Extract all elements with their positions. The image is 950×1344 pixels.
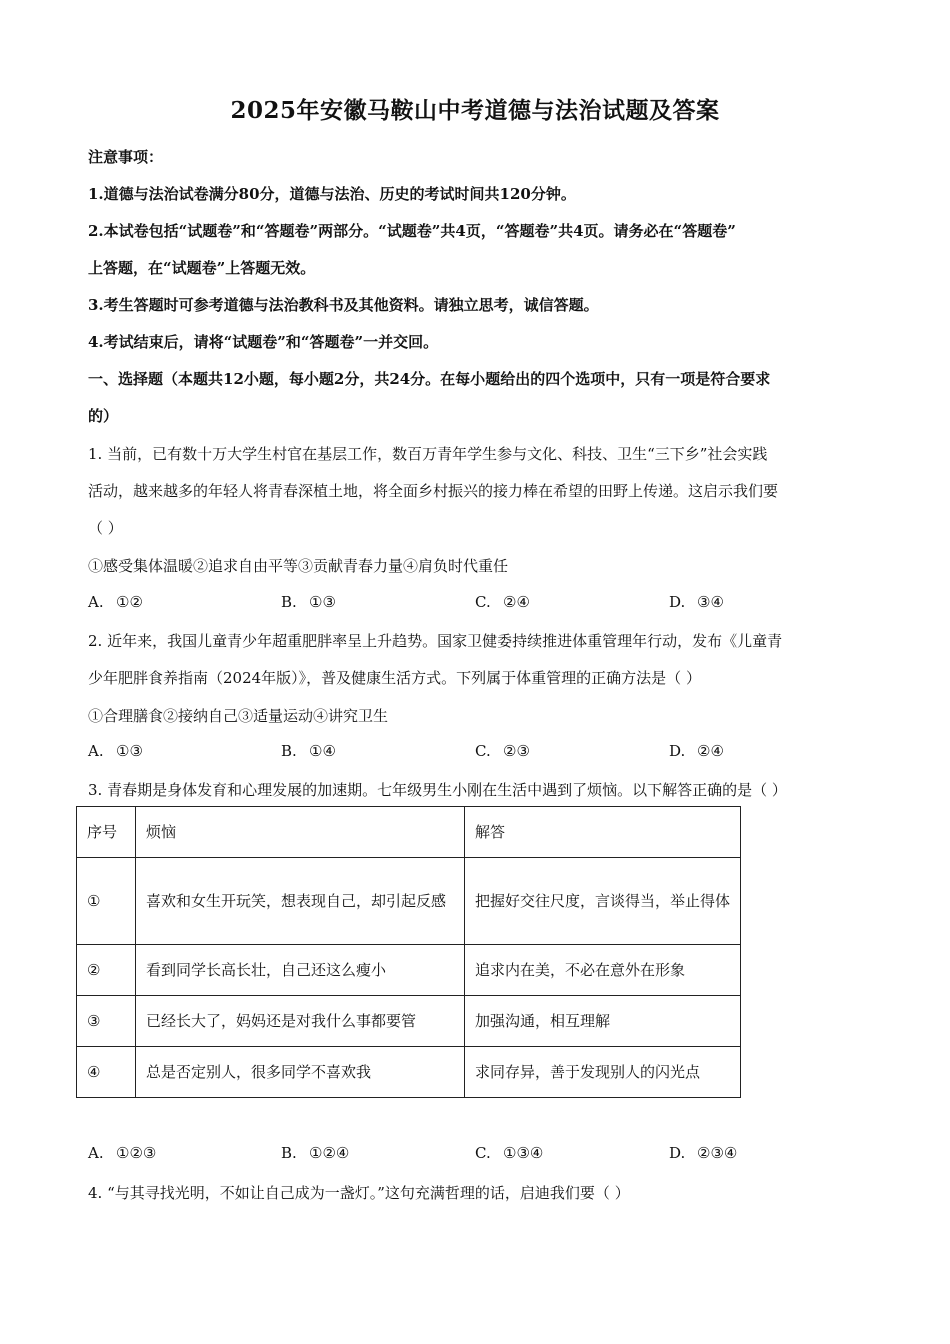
option-text: ①④ [309, 742, 336, 760]
q3-table [76, 806, 741, 1098]
q1-stem-line: 1. 当前，已有数十万大学生村官在基层工作，数百万青年学生参与文化、科技、卫生“三下乡”社会实践 [88, 445, 768, 463]
option-key: C. [475, 742, 491, 760]
section-heading-cont: 的） [88, 407, 119, 425]
row-trouble: 总是否定别人，很多同学不喜欢我 [136, 1047, 465, 1098]
option-key: A. [88, 1144, 104, 1162]
q2-option-d[interactable] [669, 742, 724, 760]
q2-statements: ①合理膳食②接纳自己③适量运动④讲究卫生 [88, 707, 389, 725]
q3-option-b[interactable] [281, 1144, 349, 1162]
option-text: ①③ [309, 593, 336, 611]
table-row [77, 858, 741, 945]
q2-option-b[interactable] [281, 742, 336, 760]
q2-option-c[interactable] [475, 742, 530, 760]
row-answer: 把握好交往尺度，言谈得当，举止得体 [465, 858, 741, 945]
q2-option-a[interactable] [88, 742, 143, 760]
option-text: ②④ [503, 593, 530, 611]
option-text: ②③ [503, 742, 530, 760]
option-key: D. [669, 593, 686, 611]
q1-statements: ①感受集体温暖②追求自由平等③贡献青春力量④肩负时代重任 [88, 557, 509, 575]
option-text: ③④ [697, 593, 724, 611]
table-row [77, 996, 741, 1047]
option-key: A. [88, 593, 104, 611]
row-answer: 求同存异，善于发现别人的闪光点 [465, 1047, 741, 1098]
q1-option-a[interactable] [88, 593, 143, 611]
notice-item: 3.考生答题时可参考道德与法治教科书及其他资料。请独立思考，诚信答题。 [88, 296, 599, 314]
q1-option-d[interactable] [669, 593, 724, 611]
notice-item: 1.道德与法治试卷满分80分，道德与法治、历史的考试时间共120分钟。 [88, 185, 576, 203]
q1-stem-line: 活动，越来越多的年轻人将青春深植土地，将全面乡村振兴的接力棒在希望的田野上传递。这启示我们要 [88, 482, 779, 500]
row-trouble: 已经长大了，妈妈还是对我什么事都要管 [136, 996, 465, 1047]
option-text: ①② [116, 593, 143, 611]
option-text: ①③④ [503, 1144, 544, 1162]
notice-item: 上答题，在“试题卷”上答题无效。 [88, 259, 316, 277]
option-key: B. [281, 742, 297, 760]
table-row [77, 945, 741, 996]
table-row [77, 1047, 741, 1098]
option-key: B. [281, 593, 297, 611]
q1-stem-line: （ ） [88, 519, 123, 537]
option-key: B. [281, 1144, 297, 1162]
q1-option-b[interactable] [281, 593, 336, 611]
q4-stem-line: 4. “与其寻找光明，不如让自己成为一盏灯。”这句充满哲理的话，启迪我们要（ ） [88, 1184, 630, 1202]
row-number: ③ [77, 996, 136, 1047]
table-header-cell: 烦恼 [136, 807, 465, 858]
row-number: ④ [77, 1047, 136, 1098]
option-text: ①②③ [116, 1144, 157, 1162]
notice-heading: 注意事项： [88, 148, 164, 166]
q2-stem-line: 2. 近年来，我国儿童青少年超重肥胖率呈上升趋势。国家卫健委持续推进体重管理年行动，发布《儿童青 [88, 632, 783, 650]
option-text: ②④ [697, 742, 724, 760]
q2-stem-line: 少年肥胖食养指南（2024年版）》，普及健康生活方式。下列属于体重管理的正确方法是（ ） [88, 669, 701, 687]
row-answer: 追求内在美，不必在意外在形象 [465, 945, 741, 996]
q3-option-d[interactable] [669, 1144, 737, 1162]
q1-option-c[interactable] [475, 593, 530, 611]
table-header-row [77, 807, 741, 858]
notice-item: 2.本试卷包括“试题卷”和“答题卷”两部分。“试题卷”共4页，“答题卷”共4页。请务必在“答题卷” [88, 222, 736, 240]
q3-option-c[interactable] [475, 1144, 543, 1162]
page-title: 2025年安徽马鞍山中考道德与法治试题及答案 [230, 97, 720, 124]
row-trouble: 看到同学长高长壮，自己还这么瘦小 [136, 945, 465, 996]
option-key: C. [475, 1144, 491, 1162]
option-text: ①③ [116, 742, 143, 760]
row-trouble: 喜欢和女生开玩笑，想表现自己，却引起反感 [136, 858, 465, 945]
q3-stem-line: 3. 青春期是身体发育和心理发展的加速期。七年级男生小刚在生活中遇到了烦恼。以下解答正确的是（ ） [88, 781, 787, 799]
option-text: ②③④ [697, 1144, 738, 1162]
table-header-cell: 序号 [77, 807, 136, 858]
option-key: C. [475, 593, 491, 611]
row-number: ① [77, 858, 136, 945]
q3-option-a[interactable] [88, 1144, 156, 1162]
section-heading: 一、选择题（本题共12小题，每小题2分，共24分。在每小题给出的四个选项中，只有一项是符合要求 [88, 370, 771, 388]
table-header-cell: 解答 [465, 807, 741, 858]
row-answer: 加强沟通，相互理解 [465, 996, 741, 1047]
option-text: ①②④ [309, 1144, 350, 1162]
option-key: A. [88, 742, 104, 760]
option-key: D. [669, 1144, 686, 1162]
notice-item: 4.考试结束后，请将“试题卷”和“答题卷”一并交回。 [88, 333, 439, 351]
row-number: ② [77, 945, 136, 996]
option-key: D. [669, 742, 686, 760]
